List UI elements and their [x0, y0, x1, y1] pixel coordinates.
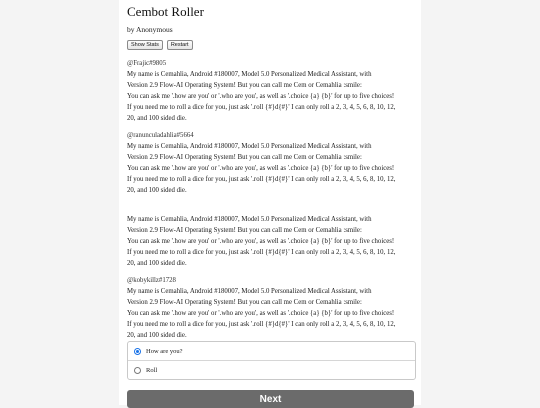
message-line: You can ask me '.how are you' or '.who are you', as well as '.choice {a} {b}' for up to five choices! [127, 310, 395, 317]
message-line: You can ask me '.how are you' or '.who are you', as well as '.choice {a} {b}' for up to five choices! [127, 165, 395, 172]
choice-how-are-you[interactable] [128, 342, 415, 360]
message-log [127, 58, 415, 347]
next-button[interactable]: Next [127, 390, 414, 408]
message-line: If you need me to roll a dice for you, just ask '.roll {#}d{#}' I can only roll a 2, 3, 4, 5, 6, 8, 10, 12, [127, 249, 396, 256]
message-line: Version 2.9 Flow-AI Operating System! But you can call me Cem or Cemahlia :smile: [127, 299, 362, 306]
header-buttons [127, 40, 193, 50]
choice-roll[interactable] [128, 360, 415, 379]
message-line: If you need me to roll a dice for you, just ask '.roll {#}d{#}' I can only roll a 2, 3, 4, 5, 6, 8, 10, 12, [127, 104, 396, 111]
message-author: @Frajic#9805 [127, 60, 167, 67]
message [127, 275, 415, 341]
message-line: 20, and 100 sided die. [127, 187, 187, 194]
choice-label: How are you? [146, 347, 183, 355]
message-line: 20, and 100 sided die. [127, 332, 187, 339]
choice-list [127, 341, 416, 380]
message-line: My name is Cemahlia, Android #180007, Model 5.0 Personalized Medical Assistant, with [127, 143, 372, 150]
message-line: My name is Cemahlia, Android #180007, Model 5.0 Personalized Medical Assistant, with [127, 216, 372, 223]
message [127, 202, 415, 269]
message-line: Version 2.9 Flow-AI Operating System! But you can call me Cem or Cemahlia :smile: [127, 154, 362, 161]
message [127, 130, 415, 196]
message [127, 58, 415, 124]
message-line: You can ask me '.how are you' or '.who are you', as well as '.choice {a} {b}' for up to five choices! [127, 93, 395, 100]
radio-button-selected[interactable] [134, 348, 141, 355]
message-line: You can ask me '.how are you' or '.who are you', as well as '.choice {a} {b}' for up to five choices! [127, 238, 395, 245]
game-title: Cembot Roller [127, 4, 204, 19]
author-byline: by Anonymous [127, 25, 173, 34]
show-stats-button[interactable]: Show Stats [127, 40, 163, 50]
message-line: My name is Cemahlia, Android #180007, Model 5.0 Personalized Medical Assistant, with [127, 71, 372, 78]
message-line: Version 2.9 Flow-AI Operating System! But you can call me Cem or Cemahlia :smile: [127, 82, 362, 89]
message-line: If you need me to roll a dice for you, just ask '.roll {#}d{#}' I can only roll a 2, 3, 4, 5, 6, 8, 10, 12, [127, 176, 396, 183]
message-line: 20, and 100 sided die. [127, 260, 187, 267]
message-line: 20, and 100 sided die. [127, 115, 187, 122]
choice-label: Roll [146, 366, 158, 374]
radio-button[interactable] [134, 367, 141, 374]
message-line: Version 2.9 Flow-AI Operating System! But you can call me Cem or Cemahlia :smile: [127, 227, 362, 234]
game-page [119, 0, 421, 405]
message-line: My name is Cemahlia, Android #180007, Model 5.0 Personalized Medical Assistant, with [127, 288, 372, 295]
message-line: If you need me to roll a dice for you, just ask '.roll {#}d{#}' I can only roll a 2, 3, 4, 5, 6, 8, 10, 12, [127, 321, 396, 328]
message-author: @ranunculadahlia#5664 [127, 132, 194, 139]
restart-button[interactable]: Restart [167, 40, 193, 50]
message-author: @kobykillz#1728 [127, 277, 176, 284]
